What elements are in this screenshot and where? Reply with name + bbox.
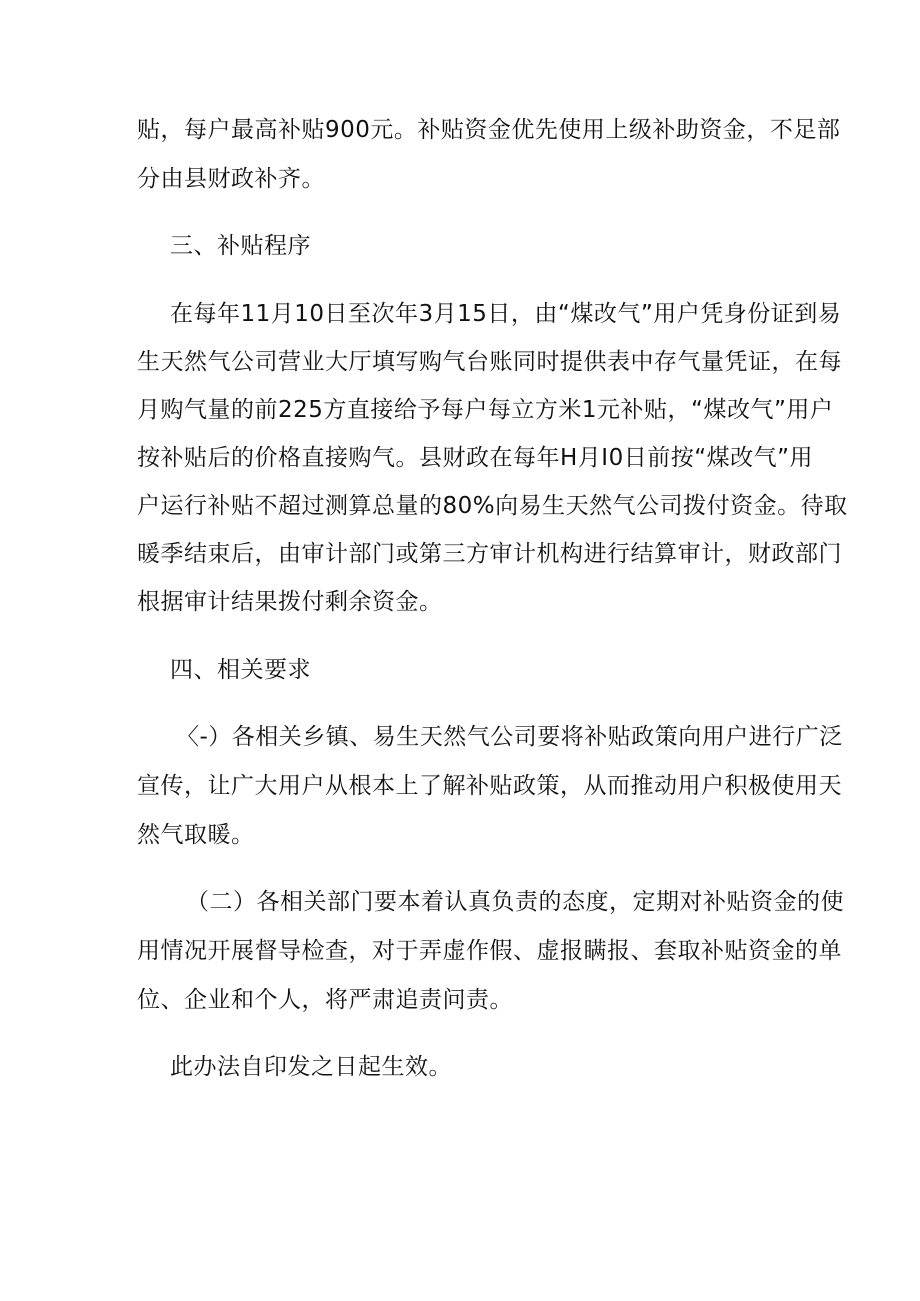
paragraph-line: 在每年11月10日至次年3月15日，由“煤改气”用户凭身份证到易	[170, 301, 842, 327]
paragraph-line: 然气取暖。	[137, 822, 255, 848]
paragraph-line: 按补贴后的价格直接购气。县财政在每年H月I0日前按“煤改气”用	[137, 445, 814, 471]
section-heading-requirements: 四、相关要求	[170, 657, 311, 683]
closing-statement: 此办法自印发之日起生效。	[170, 1054, 452, 1080]
paragraph-line: 贴，每户最高补贴900元。补贴资金优先使用上级补助资金，不足部	[137, 117, 841, 143]
paragraph-line: 宣传，让广大用户从根本上了解补贴政策，从而推动用户积极使用天	[137, 773, 842, 799]
paragraph-line: 分由县财政补齐。	[137, 166, 325, 192]
paragraph-line: 户运行补贴不超过测算总量的80%向易生天然气公司拨付资金。待取	[137, 493, 848, 519]
paragraph-line: 〈-）各相关乡镇、易生天然气公司要将补贴政策向用户进行广泛	[176, 724, 843, 750]
paragraph-line: （二）各相关部门要本着认真负责的态度，定期对补贴资金的使	[186, 889, 844, 915]
paragraph-line: 月购气量的前225方直接给予每户每立方米1元补贴，“煤改气”用户	[137, 397, 834, 423]
paragraph-line: 根据审计结果拨付剩余资金。	[137, 589, 443, 615]
paragraph-line: 暖季结束后，由审计部门或第三方审计机构进行结算审计，财政部门	[137, 541, 842, 567]
paragraph-line: 用情况开展督导检查，对于弄虚作假、虚报瞒报、套取补贴资金的单	[137, 938, 842, 964]
paragraph-line: 生天然气公司营业大厅填写购气台账同时提供表中存气量凭证，在每	[137, 349, 842, 375]
paragraph-line: 位、企业和个人，将严肃追责问责。	[137, 987, 513, 1013]
section-heading-procedure: 三、补贴程序	[170, 233, 311, 259]
